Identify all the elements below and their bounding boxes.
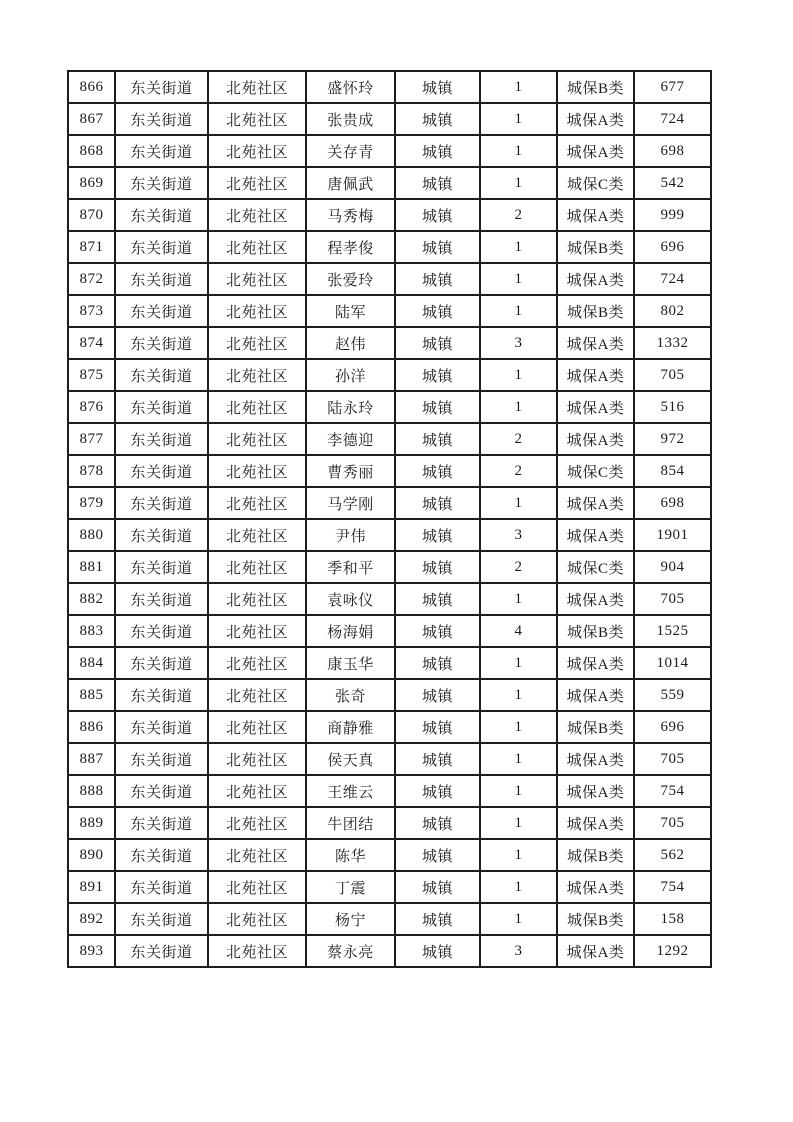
cell-community: 北苑社区	[208, 871, 306, 903]
cell-street: 东关街道	[115, 71, 208, 103]
cell-name: 唐佩武	[306, 167, 395, 199]
cell-name: 陆永玲	[306, 391, 395, 423]
cell-residence-type: 城镇	[395, 935, 480, 967]
cell-category: 城保B类	[557, 711, 634, 743]
cell-community: 北苑社区	[208, 359, 306, 391]
cell-street: 东关街道	[115, 935, 208, 967]
cell-residence-type: 城镇	[395, 135, 480, 167]
cell-person-count: 1	[480, 135, 557, 167]
cell-seq: 886	[68, 711, 115, 743]
cell-amount: 972	[634, 423, 711, 455]
cell-person-count: 1	[480, 903, 557, 935]
cell-residence-type: 城镇	[395, 103, 480, 135]
cell-street: 东关街道	[115, 391, 208, 423]
cell-name: 牛团结	[306, 807, 395, 839]
cell-residence-type: 城镇	[395, 551, 480, 583]
cell-category: 城保A类	[557, 935, 634, 967]
cell-amount: 705	[634, 583, 711, 615]
cell-name: 侯天真	[306, 743, 395, 775]
cell-category: 城保A类	[557, 327, 634, 359]
cell-amount: 705	[634, 807, 711, 839]
cell-category: 城保A类	[557, 871, 634, 903]
table-row	[68, 231, 711, 263]
cell-person-count: 3	[480, 935, 557, 967]
cell-seq: 870	[68, 199, 115, 231]
cell-name: 张贵成	[306, 103, 395, 135]
cell-person-count: 2	[480, 423, 557, 455]
cell-residence-type: 城镇	[395, 263, 480, 295]
cell-person-count: 1	[480, 295, 557, 327]
roster-table	[67, 70, 712, 968]
cell-category: 城保C类	[557, 551, 634, 583]
cell-residence-type: 城镇	[395, 615, 480, 647]
cell-amount: 1901	[634, 519, 711, 551]
cell-category: 城保A类	[557, 199, 634, 231]
cell-street: 东关街道	[115, 167, 208, 199]
table-row	[68, 775, 711, 807]
cell-category: 城保A类	[557, 487, 634, 519]
cell-person-count: 1	[480, 231, 557, 263]
cell-street: 东关街道	[115, 871, 208, 903]
cell-category: 城保A类	[557, 359, 634, 391]
cell-amount: 754	[634, 775, 711, 807]
cell-person-count: 1	[480, 583, 557, 615]
table-row	[68, 135, 711, 167]
cell-person-count: 4	[480, 615, 557, 647]
table-row	[68, 711, 711, 743]
cell-residence-type: 城镇	[395, 199, 480, 231]
cell-street: 东关街道	[115, 583, 208, 615]
cell-category: 城保A类	[557, 583, 634, 615]
cell-amount: 754	[634, 871, 711, 903]
cell-residence-type: 城镇	[395, 871, 480, 903]
table-row	[68, 839, 711, 871]
cell-name: 程孝俊	[306, 231, 395, 263]
cell-name: 孙洋	[306, 359, 395, 391]
cell-community: 北苑社区	[208, 135, 306, 167]
cell-community: 北苑社区	[208, 903, 306, 935]
cell-street: 东关街道	[115, 647, 208, 679]
cell-street: 东关街道	[115, 455, 208, 487]
cell-category: 城保A类	[557, 807, 634, 839]
cell-person-count: 1	[480, 743, 557, 775]
cell-community: 北苑社区	[208, 231, 306, 263]
cell-amount: 1014	[634, 647, 711, 679]
table-row	[68, 263, 711, 295]
cell-name: 康玉华	[306, 647, 395, 679]
cell-residence-type: 城镇	[395, 775, 480, 807]
cell-community: 北苑社区	[208, 167, 306, 199]
table-row	[68, 167, 711, 199]
cell-seq: 888	[68, 775, 115, 807]
cell-name: 盛怀玲	[306, 71, 395, 103]
cell-category: 城保A类	[557, 103, 634, 135]
cell-person-count: 1	[480, 647, 557, 679]
cell-seq: 887	[68, 743, 115, 775]
cell-category: 城保B类	[557, 71, 634, 103]
cell-residence-type: 城镇	[395, 743, 480, 775]
cell-residence-type: 城镇	[395, 455, 480, 487]
table-row	[68, 583, 711, 615]
cell-seq: 885	[68, 679, 115, 711]
cell-residence-type: 城镇	[395, 295, 480, 327]
cell-seq: 874	[68, 327, 115, 359]
cell-person-count: 3	[480, 519, 557, 551]
cell-street: 东关街道	[115, 263, 208, 295]
cell-residence-type: 城镇	[395, 327, 480, 359]
cell-name: 季和平	[306, 551, 395, 583]
table-row	[68, 679, 711, 711]
cell-community: 北苑社区	[208, 807, 306, 839]
cell-person-count: 1	[480, 391, 557, 423]
cell-name: 赵伟	[306, 327, 395, 359]
table-row	[68, 743, 711, 775]
cell-person-count: 3	[480, 327, 557, 359]
cell-name: 李德迎	[306, 423, 395, 455]
cell-residence-type: 城镇	[395, 487, 480, 519]
cell-residence-type: 城镇	[395, 167, 480, 199]
cell-community: 北苑社区	[208, 487, 306, 519]
cell-amount: 516	[634, 391, 711, 423]
cell-residence-type: 城镇	[395, 679, 480, 711]
cell-person-count: 1	[480, 167, 557, 199]
cell-person-count: 2	[480, 455, 557, 487]
table-row	[68, 935, 711, 967]
cell-residence-type: 城镇	[395, 519, 480, 551]
cell-category: 城保A类	[557, 743, 634, 775]
cell-residence-type: 城镇	[395, 359, 480, 391]
cell-person-count: 1	[480, 487, 557, 519]
cell-person-count: 1	[480, 871, 557, 903]
cell-community: 北苑社区	[208, 679, 306, 711]
cell-street: 东关街道	[115, 103, 208, 135]
cell-community: 北苑社区	[208, 519, 306, 551]
cell-amount: 854	[634, 455, 711, 487]
table-row	[68, 391, 711, 423]
cell-community: 北苑社区	[208, 295, 306, 327]
cell-amount: 542	[634, 167, 711, 199]
cell-seq: 889	[68, 807, 115, 839]
cell-seq: 875	[68, 359, 115, 391]
cell-seq: 892	[68, 903, 115, 935]
table-row	[68, 487, 711, 519]
cell-name: 杨海娟	[306, 615, 395, 647]
cell-name: 陈华	[306, 839, 395, 871]
cell-seq: 868	[68, 135, 115, 167]
cell-name: 马学刚	[306, 487, 395, 519]
cell-street: 东关街道	[115, 711, 208, 743]
cell-category: 城保A类	[557, 263, 634, 295]
table-row	[68, 903, 711, 935]
cell-street: 东关街道	[115, 231, 208, 263]
cell-amount: 904	[634, 551, 711, 583]
cell-category: 城保B类	[557, 903, 634, 935]
cell-seq: 884	[68, 647, 115, 679]
table-row	[68, 295, 711, 327]
table-row	[68, 71, 711, 103]
cell-amount: 696	[634, 231, 711, 263]
cell-seq: 873	[68, 295, 115, 327]
cell-amount: 698	[634, 135, 711, 167]
cell-seq: 867	[68, 103, 115, 135]
cell-person-count: 1	[480, 103, 557, 135]
cell-street: 东关街道	[115, 359, 208, 391]
cell-category: 城保A类	[557, 775, 634, 807]
cell-community: 北苑社区	[208, 647, 306, 679]
cell-amount: 677	[634, 71, 711, 103]
cell-street: 东关街道	[115, 199, 208, 231]
cell-category: 城保A类	[557, 679, 634, 711]
cell-name: 商静雅	[306, 711, 395, 743]
cell-seq: 878	[68, 455, 115, 487]
table-row	[68, 807, 711, 839]
cell-person-count: 1	[480, 359, 557, 391]
cell-community: 北苑社区	[208, 263, 306, 295]
table-row	[68, 103, 711, 135]
cell-person-count: 1	[480, 711, 557, 743]
cell-residence-type: 城镇	[395, 903, 480, 935]
cell-residence-type: 城镇	[395, 647, 480, 679]
table-row	[68, 359, 711, 391]
cell-name: 袁咏仪	[306, 583, 395, 615]
cell-category: 城保A类	[557, 135, 634, 167]
cell-category: 城保A类	[557, 391, 634, 423]
cell-amount: 999	[634, 199, 711, 231]
cell-name: 曹秀丽	[306, 455, 395, 487]
table-row	[68, 423, 711, 455]
cell-name: 张奇	[306, 679, 395, 711]
cell-community: 北苑社区	[208, 71, 306, 103]
cell-name: 尹伟	[306, 519, 395, 551]
cell-community: 北苑社区	[208, 935, 306, 967]
cell-community: 北苑社区	[208, 199, 306, 231]
cell-name: 马秀梅	[306, 199, 395, 231]
cell-name: 张爱玲	[306, 263, 395, 295]
cell-person-count: 2	[480, 551, 557, 583]
cell-residence-type: 城镇	[395, 839, 480, 871]
cell-residence-type: 城镇	[395, 71, 480, 103]
cell-amount: 1332	[634, 327, 711, 359]
table-row	[68, 199, 711, 231]
cell-community: 北苑社区	[208, 103, 306, 135]
cell-street: 东关街道	[115, 295, 208, 327]
cell-category: 城保C类	[557, 455, 634, 487]
cell-street: 东关街道	[115, 135, 208, 167]
cell-name: 陆军	[306, 295, 395, 327]
cell-category: 城保A类	[557, 519, 634, 551]
cell-amount: 562	[634, 839, 711, 871]
cell-seq: 882	[68, 583, 115, 615]
cell-amount: 724	[634, 263, 711, 295]
cell-person-count: 1	[480, 775, 557, 807]
cell-community: 北苑社区	[208, 711, 306, 743]
cell-name: 关存青	[306, 135, 395, 167]
cell-category: 城保C类	[557, 167, 634, 199]
cell-seq: 876	[68, 391, 115, 423]
cell-amount: 705	[634, 743, 711, 775]
cell-street: 东关街道	[115, 679, 208, 711]
cell-name: 蔡永亮	[306, 935, 395, 967]
cell-amount: 696	[634, 711, 711, 743]
cell-amount: 698	[634, 487, 711, 519]
table-row	[68, 551, 711, 583]
cell-seq: 883	[68, 615, 115, 647]
table-row	[68, 519, 711, 551]
cell-seq: 869	[68, 167, 115, 199]
cell-person-count: 1	[480, 679, 557, 711]
cell-category: 城保B类	[557, 839, 634, 871]
cell-seq: 872	[68, 263, 115, 295]
cell-residence-type: 城镇	[395, 807, 480, 839]
cell-amount: 559	[634, 679, 711, 711]
cell-category: 城保A类	[557, 423, 634, 455]
cell-community: 北苑社区	[208, 423, 306, 455]
cell-amount: 158	[634, 903, 711, 935]
cell-street: 东关街道	[115, 487, 208, 519]
cell-street: 东关街道	[115, 615, 208, 647]
cell-street: 东关街道	[115, 327, 208, 359]
cell-seq: 880	[68, 519, 115, 551]
cell-amount: 1525	[634, 615, 711, 647]
cell-seq: 866	[68, 71, 115, 103]
cell-seq: 871	[68, 231, 115, 263]
cell-community: 北苑社区	[208, 551, 306, 583]
table-row	[68, 871, 711, 903]
cell-name: 王维云	[306, 775, 395, 807]
cell-person-count: 1	[480, 71, 557, 103]
cell-person-count: 2	[480, 199, 557, 231]
cell-street: 东关街道	[115, 807, 208, 839]
cell-category: 城保A类	[557, 647, 634, 679]
cell-street: 东关街道	[115, 551, 208, 583]
cell-residence-type: 城镇	[395, 391, 480, 423]
cell-seq: 881	[68, 551, 115, 583]
cell-community: 北苑社区	[208, 391, 306, 423]
cell-amount: 705	[634, 359, 711, 391]
cell-seq: 891	[68, 871, 115, 903]
roster-table-body	[68, 71, 711, 967]
cell-community: 北苑社区	[208, 583, 306, 615]
cell-community: 北苑社区	[208, 839, 306, 871]
cell-street: 东关街道	[115, 743, 208, 775]
cell-category: 城保B类	[557, 615, 634, 647]
cell-person-count: 1	[480, 807, 557, 839]
cell-street: 东关街道	[115, 519, 208, 551]
cell-community: 北苑社区	[208, 455, 306, 487]
cell-seq: 890	[68, 839, 115, 871]
cell-seq: 879	[68, 487, 115, 519]
cell-amount: 1292	[634, 935, 711, 967]
cell-community: 北苑社区	[208, 327, 306, 359]
cell-name: 丁震	[306, 871, 395, 903]
cell-street: 东关街道	[115, 839, 208, 871]
cell-seq: 877	[68, 423, 115, 455]
cell-name: 杨宁	[306, 903, 395, 935]
cell-category: 城保B类	[557, 231, 634, 263]
cell-community: 北苑社区	[208, 775, 306, 807]
table-row	[68, 327, 711, 359]
cell-residence-type: 城镇	[395, 423, 480, 455]
cell-community: 北苑社区	[208, 615, 306, 647]
cell-seq: 893	[68, 935, 115, 967]
cell-residence-type: 城镇	[395, 711, 480, 743]
table-row	[68, 455, 711, 487]
cell-residence-type: 城镇	[395, 231, 480, 263]
table-row	[68, 647, 711, 679]
cell-street: 东关街道	[115, 903, 208, 935]
cell-amount: 802	[634, 295, 711, 327]
cell-person-count: 1	[480, 839, 557, 871]
cell-street: 东关街道	[115, 423, 208, 455]
cell-person-count: 1	[480, 263, 557, 295]
cell-community: 北苑社区	[208, 743, 306, 775]
cell-category: 城保B类	[557, 295, 634, 327]
cell-amount: 724	[634, 103, 711, 135]
cell-street: 东关街道	[115, 775, 208, 807]
table-row	[68, 615, 711, 647]
cell-residence-type: 城镇	[395, 583, 480, 615]
